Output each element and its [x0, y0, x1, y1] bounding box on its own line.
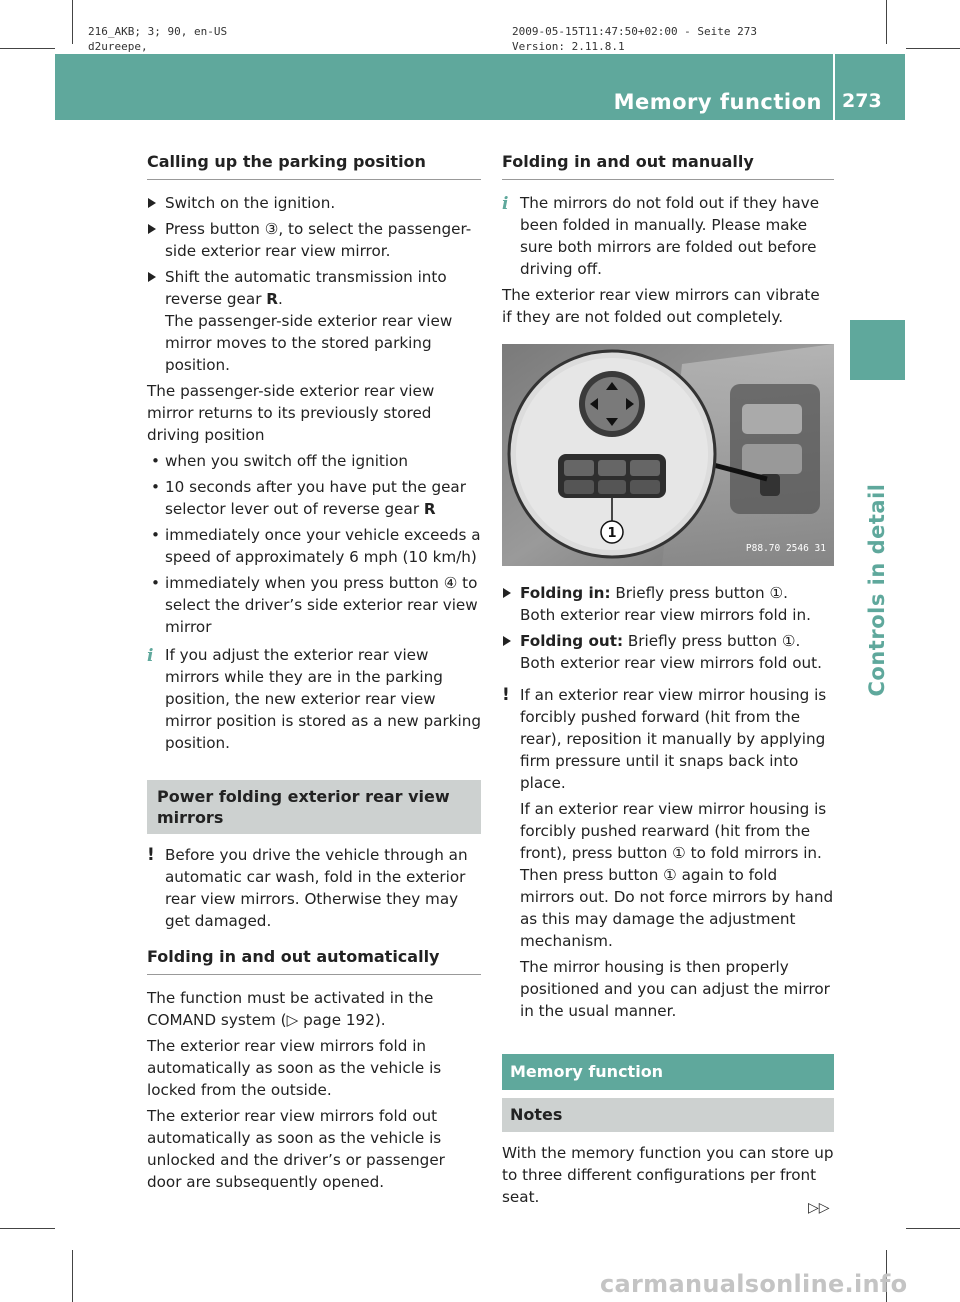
crop-mark — [72, 1250, 73, 1302]
figure-code: P88.70 2546 31 — [745, 543, 826, 554]
step-item: Switch on the ignition. — [147, 192, 481, 214]
info-icon: i — [147, 646, 154, 666]
step-item — [147, 266, 481, 376]
step-result: Both exterior rear view mirrors fold in. — [520, 606, 811, 624]
heading-power-folding: Power folding exterior rear view mirrors — [147, 780, 481, 834]
crop-mark — [0, 48, 55, 49]
paragraph: The exterior rear view mirrors fold out automatically as soon as the vehicle is unlocked and the driver’s or passenger door are subsequently opened. — [147, 1107, 445, 1191]
crop-mark — [906, 48, 960, 49]
step-text: Briefly press button ①. — [610, 584, 788, 602]
watermark: carmanualsonline.info — [600, 1270, 908, 1298]
door-panel-illustration — [502, 344, 834, 566]
heading-folding-manually: Folding in and out manually — [502, 151, 834, 180]
bullet-item: • when you switch off the ignition — [147, 450, 481, 472]
bullet-item: • immediately when you press button ④ to select the driver’s side exterior rear view mirror — [147, 572, 481, 638]
right-column — [502, 151, 834, 1212]
step-result: The passenger-side exterior rear view mirror moves to the stored parking position. — [165, 312, 453, 374]
warning-icon: ! — [502, 685, 510, 705]
step-result: Both exterior rear view mirrors fold out. — [520, 654, 822, 672]
print-meta-right-line2: Version: 2.11.8.1 — [512, 40, 625, 53]
gear-r: R — [266, 290, 278, 308]
callout-label: 1 — [607, 526, 617, 541]
heading-folding-automatically: Folding in and out automatically — [147, 946, 481, 975]
step-item — [502, 630, 834, 674]
print-meta-left-line1: 216_AKB; 3; 90, en-US — [88, 25, 228, 38]
step-text: . — [277, 290, 283, 308]
fold-out-label: Folding out: — [520, 632, 624, 650]
warning-note-text: If an exterior rear view mirror housing is forcibly pushed rearward (hit from the front), press button ① to fold mirrors in. Then press button ① again to fold mirrors out. Do not force mirrors by hand as this may damage the adjustment mechanism. — [520, 800, 834, 950]
paragraph-notes: With the memory function you can store up to three different configurations per front seat. — [502, 1144, 834, 1206]
crop-mark — [906, 1228, 960, 1229]
paragraph-vibrate: The exterior rear view mirrors can vibrate if they are not folded out completely. — [502, 286, 820, 326]
print-meta-right — [512, 24, 757, 54]
info-note — [502, 192, 834, 280]
bullet-item: • immediately once your vehicle exceeds a speed of approximately 6 mph (10 km/h) — [147, 524, 481, 568]
step-item: Press button ③, to select the passenger-side exterior rear view mirror. — [147, 218, 481, 262]
page-number: 273 — [842, 90, 882, 112]
warning-note — [502, 684, 834, 1022]
side-tab-label: Controls in detail — [865, 483, 889, 697]
left-column — [147, 151, 481, 1197]
info-note-text: The mirrors do not fold out if they have been folded in manually. Please make sure both mirrors are folded out before driving off. — [520, 194, 820, 278]
fold-in-label: Folding in: — [520, 584, 611, 602]
header-title: Memory function — [613, 90, 822, 114]
print-meta-left-line2: d2ureepe, — [88, 40, 148, 53]
warning-note-text: Before you drive the vehicle through an automatic car wash, fold in the exterior rear view mirrors. Otherwise they may get damaged. — [165, 846, 468, 930]
crop-mark — [0, 1228, 55, 1229]
mirror-switch-figure — [502, 344, 834, 566]
warning-icon: ! — [147, 845, 155, 865]
info-icon: i — [502, 194, 509, 214]
next-page-arrows: ▷▷ — [808, 1200, 830, 1216]
step-item — [502, 582, 834, 626]
paragraph: The function must be activated in the COMAND system (▷ page 192). — [147, 989, 434, 1029]
warning-note-text: The mirror housing is then properly positioned and you can adjust the mirror in the usual manner. — [520, 958, 830, 1020]
gear-r: R — [423, 500, 436, 518]
info-note-text: If you adjust the exterior rear view mirrors while they are in the parking position, the new exterior rear view mirror position is stored as a new parking position. — [165, 646, 481, 752]
print-meta-right-line1: 2009-05-15T11:47:50+02:00 - Seite 273 — [512, 25, 758, 38]
crop-mark — [886, 0, 887, 44]
side-tab-block — [850, 320, 905, 380]
print-meta-left — [88, 24, 227, 54]
paragraph: The exterior rear view mirrors fold in automatically as soon as the vehicle is locked from the outside. — [147, 1037, 442, 1099]
step-text: Briefly press button ①. — [623, 632, 801, 650]
heading-parking-position: Calling up the parking position — [147, 151, 481, 180]
warning-note-text: If an exterior rear view mirror housing is forcibly pushed forward (hit from the rear), reposition it manually by applying firm pressure until it snaps back into place. — [520, 686, 827, 792]
heading-memory-function: Memory function — [502, 1054, 834, 1090]
heading-notes: Notes — [502, 1098, 834, 1132]
info-note — [147, 644, 481, 754]
bullet-text: 10 seconds after you have put the gear selector lever out of reverse gear — [165, 478, 466, 518]
bullet-item — [147, 476, 481, 520]
paragraph-returns: The passenger-side exterior rear view mirror returns to its previously stored driving position — [147, 382, 435, 444]
warning-note — [147, 844, 481, 932]
step-text: Shift the automatic transmission into reverse gear — [165, 268, 447, 308]
crop-mark — [72, 0, 73, 44]
header-separator — [833, 54, 835, 120]
